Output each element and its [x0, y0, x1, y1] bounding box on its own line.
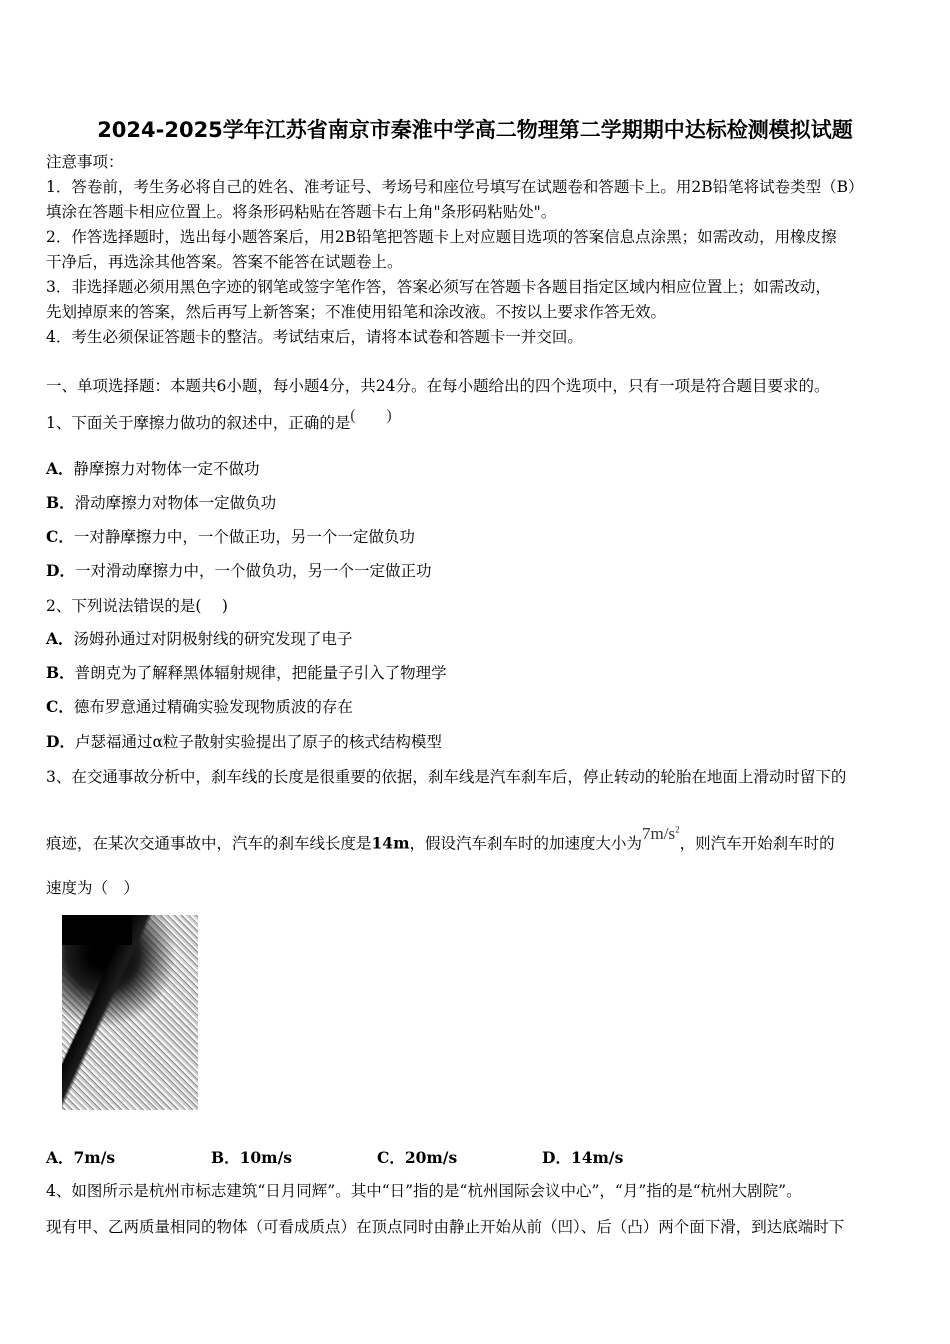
question-stem-line — [46, 823, 835, 854]
option-d — [46, 561, 431, 581]
option-key: B． — [46, 493, 75, 512]
option-d — [46, 732, 442, 752]
option-key: C． — [46, 527, 74, 546]
question-stem-line: 3、在交通事故分析中，刹车线的长度是很重要的依据，刹车线是汽车刹车后，停止转动的轮胎在地面上滑动时留下的 — [46, 768, 847, 786]
answer-paren: ( ) — [350, 407, 392, 424]
option-b — [46, 493, 276, 513]
question-stem-line: 速度为（ ） — [46, 879, 140, 897]
option-a — [46, 459, 260, 479]
option-key: B． — [46, 663, 75, 682]
option-text: 卢瑟福通过α粒子散射实验提出了原子的核式结构模型 — [74, 733, 442, 751]
notice-line: 4．考生必须保证答题卡的整洁。考试结束后，请将本试卷和答题卡一并交回。 — [46, 328, 583, 346]
page-title: 2024-2025学年江苏省南京市秦淮中学高二物理第二学期期中达标检测模拟试题 — [97, 118, 853, 142]
option-text: 普朗克为了解释黑体辐射规律，把能量子引入了物理学 — [74, 664, 447, 682]
option-b — [46, 663, 447, 683]
exponent: 2 — [675, 824, 680, 834]
question-stem: 2、下列说法错误的是( ) — [46, 597, 228, 615]
option-key: C． — [46, 697, 74, 716]
stem-text: 1、下面关于摩擦力做功的叙述中，正确的是 — [46, 414, 351, 432]
question-stem — [46, 407, 392, 434]
option-c: C．20m/s — [377, 1148, 458, 1167]
option-key: A． — [46, 629, 74, 648]
acceleration-formula — [642, 824, 680, 843]
notice-line: 填涂在答题卡相应位置上。将条形码粘贴在答题卡右上角"条形码粘贴处"。 — [46, 203, 557, 221]
notice-line: 1．答卷前，考生务必将自己的姓名、准考证号、考场号和座位号填写在试题卷和答题卡上。用2B铅笔将试卷类型（B） — [46, 178, 864, 196]
notice-line: 干净后，再选涂其他答案。答案不能答在试题卷上。 — [46, 253, 403, 271]
option-b: B．10m/s — [211, 1148, 292, 1167]
option-a: A．7m/s — [46, 1148, 116, 1167]
option-text: 德布罗意通过精确实验发现物质波的存在 — [73, 698, 353, 716]
notice-line: 先划掉原来的答案，然后再写上新答案；不准使用铅笔和涂改液。不按以上要求作答无效。 — [46, 303, 667, 321]
question-stem-line: 现有甲、乙两质量相同的物体（可看成质点）在顶点同时由静止开始从前（凹）、后（凸）两个面下滑，到达底端时下 — [46, 1218, 845, 1236]
option-d: D．14m/s — [542, 1148, 624, 1167]
accel-value: 7m/s — [642, 823, 676, 843]
question-stem-line: 4、如图所示是杭州市标志建筑“日月同辉”。其中“日”指的是“杭州国际会议中心”，“月”指的是“杭州大剧院”。 — [46, 1182, 802, 1200]
option-key: D． — [46, 561, 75, 580]
option-text: 滑动摩擦力对物体一定做负功 — [74, 494, 277, 512]
stem-text: ，假设汽车刹车时的加速度大小为 — [409, 834, 643, 853]
section-heading: 一、单项选择题：本题共6小题，每小题4分，共24分。在每小题给出的四个选项中，只有一项是符合题目要求的。 — [46, 377, 830, 395]
option-a — [46, 629, 353, 649]
option-text: 一对静摩擦力中，一个做正功，另一个一定做负功 — [73, 528, 415, 546]
notice-heading: 注意事项： — [46, 153, 124, 171]
option-text: 一对滑动摩擦力中，一个做负功，另一个一定做正功 — [74, 562, 432, 580]
notice-line: 2．作答选择题时，选出每小题答案后，用2B铅笔把答题卡上对应题目选项的答案信息点涂黑；如需改动，用橡皮擦 — [46, 228, 837, 246]
option-key: D． — [46, 732, 75, 751]
stem-text: ，则汽车开始刹车时的 — [679, 834, 835, 853]
notice-line: 3．非选择题必须用黑色字迹的钢笔或签字笔作答，答案必须写在答题卡各题目指定区域内相应位置上；如需改动， — [46, 278, 831, 296]
option-c — [46, 697, 353, 717]
skid-mark-photo — [62, 915, 198, 1110]
option-key: A． — [46, 459, 74, 478]
length-value: 14m — [371, 833, 410, 853]
stem-text: 痕迹，在某次交通事故中，汽车的刹车线长度是 — [46, 834, 372, 853]
option-c — [46, 527, 415, 547]
option-text: 静摩擦力对物体一定不做功 — [73, 460, 260, 478]
option-text: 汤姆孙通过对阴极射线的研究发现了电子 — [73, 630, 353, 648]
